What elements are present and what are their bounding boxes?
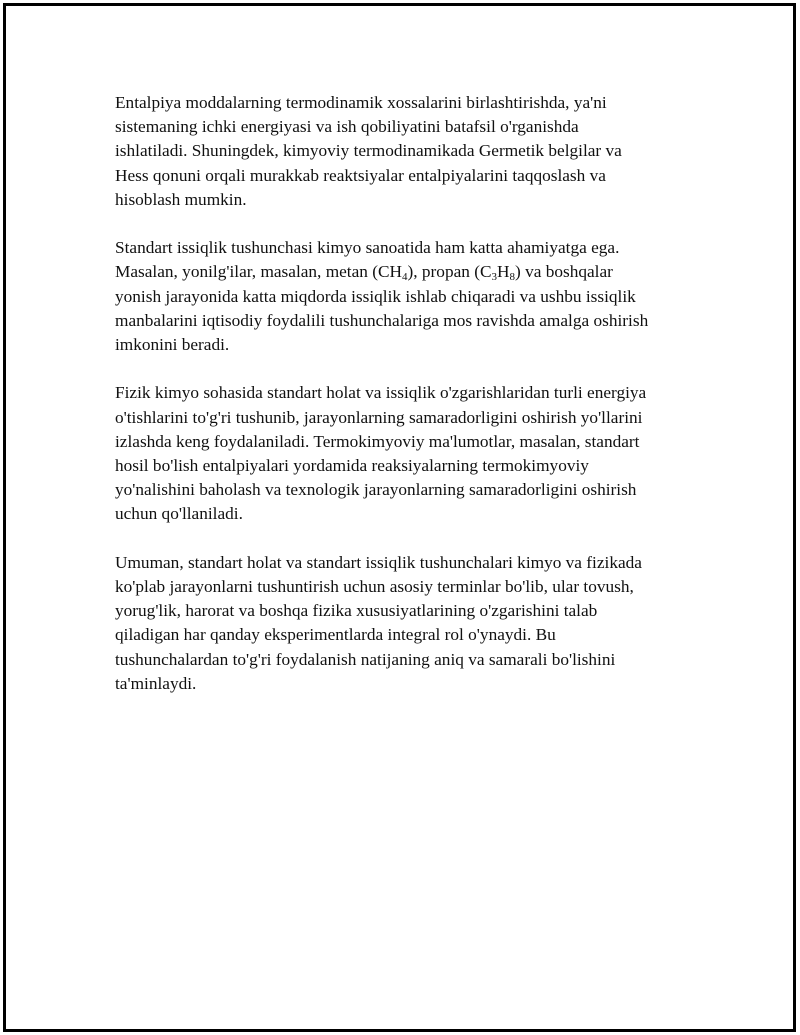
document-body [115, 91, 705, 720]
subscript: 8 [509, 271, 515, 284]
paragraph-line-fragment: ) va boshqalar [515, 262, 613, 282]
subscript: 4 [402, 271, 408, 284]
paragraph-line-fragment: Masalan, yonilg'ilar, masalan, metan (CH [115, 262, 403, 282]
paragraph-line-fragment: ), propan (C [407, 262, 492, 282]
paragraph-line: yonish jarayonida katta miqdorda issiqlik ishlab chiqaradi va ushbu issiqlik manbalarini iqtisodiy foydalili tushunchalariga mos ravishda amalga oshirish imkonini beradi. [115, 286, 649, 355]
subscript: 3 [491, 271, 498, 284]
paragraph-standard-heat [115, 236, 705, 357]
paragraph-conclusion: Umuman, standart holat va standart issiqlik tushunchalari kimyo va fizikada ko'plab jarayonlarni tushuntirish uchun asosiy terminlar bo'lib, ular tovush, yorug'lik, harorat va boshqa fizika xususiyatlarining o'zgarishini talab qiladigan har qanday eksperimentlarda integral rol o'ynaydi. Bu tushunchalardan to'g'ri foydalanish natijaning aniq va samarali bo'lishini ta'minlaydi. [115, 552, 642, 693]
paragraph-line-fragment: H [497, 262, 510, 282]
paragraph-line: Standart issiqlik tushunchasi kimyo sanoatida ham katta ahamiyatga ega. [115, 238, 620, 258]
paragraph-enthalpy: Entalpiya moddalarning termodinamik xossalarini birlashtirishda, ya'ni sistemaning ichki energiyasi va ish qobiliyatini batafsil o'rganishda ishlatiladi. Shuningdek, kimyoviy termodinamikada Germetik belgilar va Hess qonuni orqali murakkab reaktsiyalar entalpiyalarini taqqoslash va hisoblash mumkin. [115, 93, 622, 209]
paragraph-physical-chemistry: Fizik kimyo sohasida standart holat va issiqlik o'zgarishlaridan turli energiya o'tishlarini to'g'ri tushunib, jarayonlarning samaradorligini oshirish yo'llarini izlashda keng foydalaniladi. Termokimyoviy ma'lumotlar, masalan, standart hosil bo'lish entalpiyalari yordamida reaksiyalarning termokimyoviy yo'nalishini baholash va texnologik jarayonlarning samaradorligini oshirish uchun qo'llaniladi. [115, 383, 647, 524]
